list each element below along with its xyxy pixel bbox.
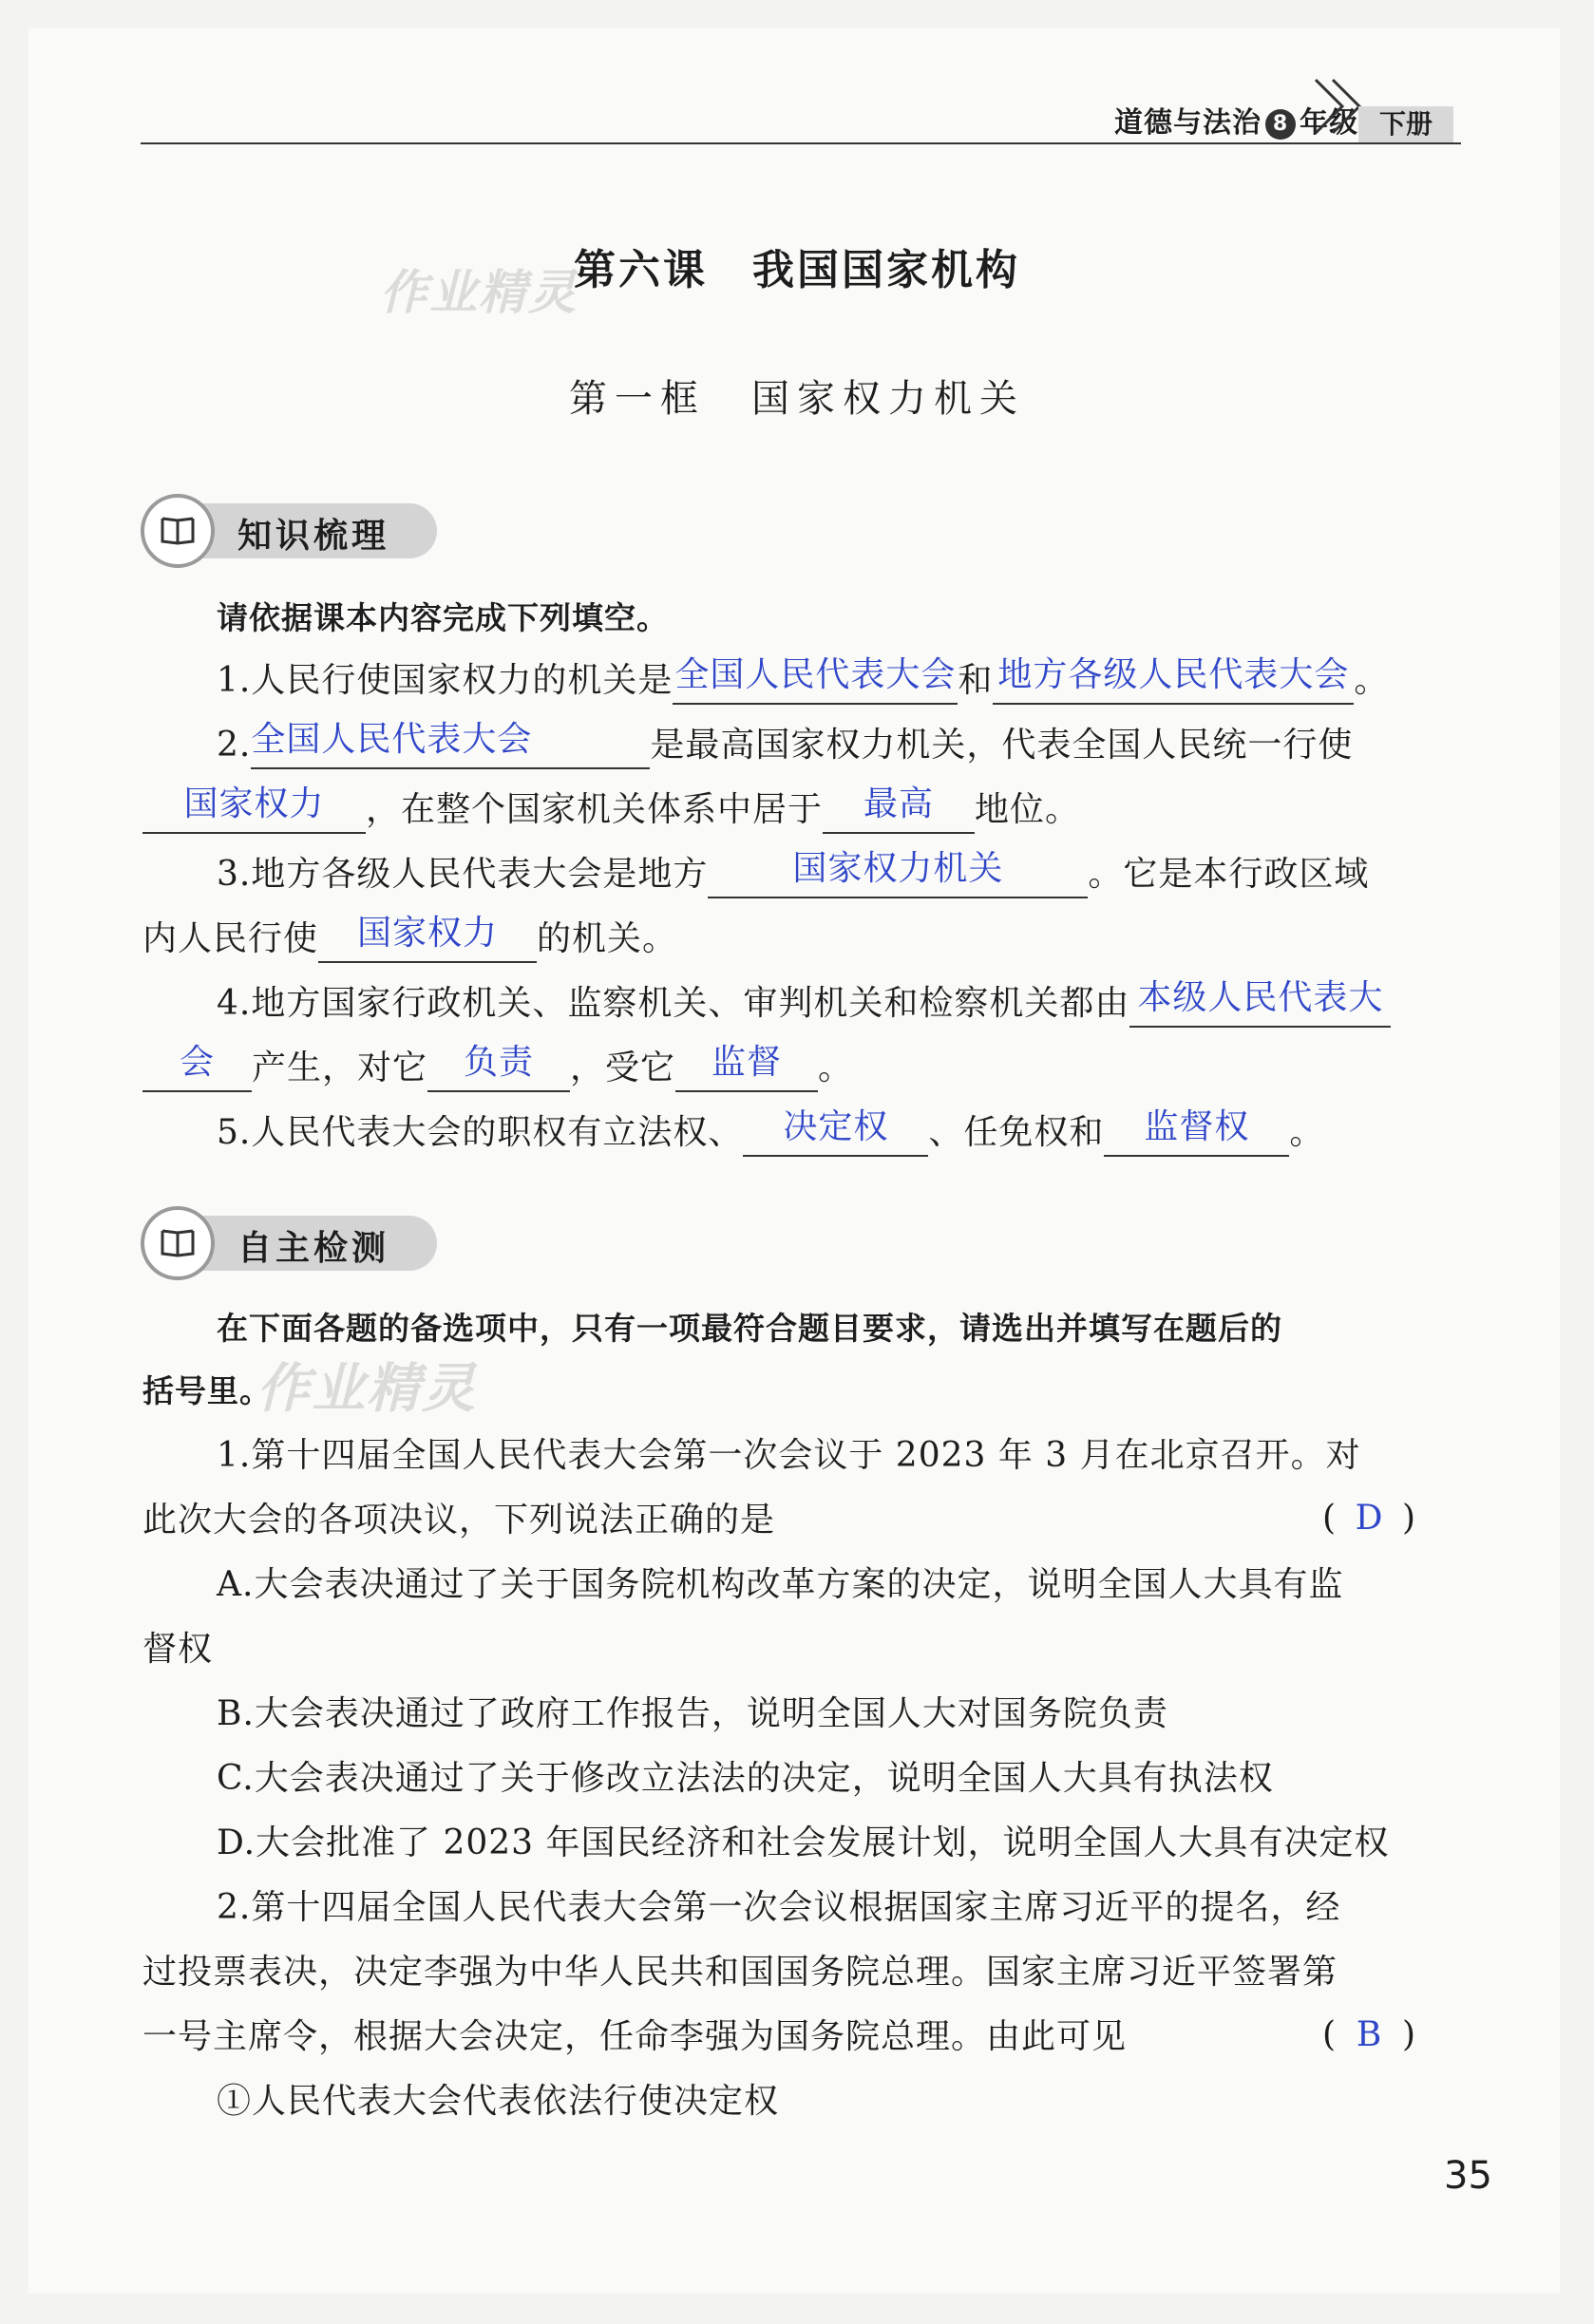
answer-blank[interactable] [251, 720, 650, 769]
fill-question-3-cont [142, 916, 677, 963]
fill-question-2 [217, 722, 1353, 769]
question-text: 产生，对它 [252, 1049, 428, 1087]
question-text: 5.人民代表大会的职权有立法权、 [217, 1113, 744, 1152]
answer-blank[interactable] [318, 914, 537, 963]
frame-title: 第一框 国家权力机关 [569, 377, 1025, 421]
section-instructions-cont: 括号里。 [142, 1372, 272, 1409]
header-rule [141, 142, 1461, 144]
mc-question-2-cont: 过投票表决，决定李强为中华人民共和国国务院总理。国家主席习近平签署第 [142, 1953, 1338, 1992]
question-text: 地位。 [975, 790, 1081, 829]
answer-text: 会 [179, 1043, 215, 1082]
answer-text: 最高 [863, 784, 935, 823]
section-badge-knowledge [141, 494, 445, 568]
question-text: 。它是本行政区域 [1088, 855, 1370, 894]
answer-text: 本级人民代表大 [1137, 978, 1384, 1017]
answer-blank[interactable] [673, 655, 958, 705]
grade-suffix: 年级 [1300, 106, 1358, 140]
selected-answer: B [1356, 2015, 1382, 2054]
option-c: C.大会表决通过了关于修改立法法的决定，说明全国人大具有执法权 [217, 1759, 1274, 1798]
question-text: ，受它 [570, 1049, 676, 1087]
fill-question-5 [217, 1109, 1324, 1157]
fill-question-2-cont [142, 786, 1080, 834]
option-a-cont: 督权 [142, 1630, 214, 1669]
answer-blank[interactable] [823, 784, 975, 834]
answer-blank[interactable] [675, 1043, 818, 1092]
question-text: 3.地方各级人民代表大会是地方 [217, 855, 709, 894]
answer-blank[interactable] [142, 784, 366, 834]
question-number: 2. [217, 726, 252, 765]
answer-parentheses[interactable]: ( B ) [1322, 2015, 1416, 2054]
fill-question-3 [217, 851, 1369, 898]
answer-blank[interactable] [1104, 1107, 1289, 1157]
question-text: 和 [958, 661, 994, 700]
answer-text: 国家权力 [183, 784, 325, 823]
answer-text: 负责 [464, 1043, 535, 1082]
mc-question-1-cont: 此次大会的各项决议，下列说法正确的是 [142, 1501, 776, 1540]
question-text: 。 [1354, 661, 1390, 700]
option-d: D.大会批准了 2023 年国民经济和社会发展计划，说明全国人大具有决定权 [217, 1823, 1390, 1862]
section-instructions: 请依据课本内容完成下列填空。 [217, 599, 669, 636]
question-text: 是最高国家权力机关，代表全国人民统一行使 [650, 726, 1354, 765]
question-text: 内人民行使 [142, 919, 319, 958]
statement-1: ①人民代表大会代表依法行使决定权 [217, 2082, 780, 2121]
answer-text: 监督 [712, 1043, 783, 1082]
volume-tab: 下册 [1358, 106, 1453, 142]
answer-text: 全国人民代表大会 [251, 720, 533, 759]
answer-text: 监督权 [1144, 1107, 1250, 1146]
selected-answer: D [1355, 1499, 1383, 1538]
answer-text: 全国人民代表大会 [674, 655, 957, 694]
question-text: 。 [1289, 1113, 1325, 1152]
answer-text: 国家权力机关 [792, 849, 1004, 888]
lesson-title: 第六课 我国国家机构 [574, 246, 1020, 294]
mc-question-2: 2.第十四届全国人民代表大会第一次会议根据国家主席习近平的提名，经 [217, 1888, 1341, 1927]
fill-question-4-cont [142, 1045, 853, 1092]
section-badge-self-test [141, 1206, 445, 1280]
answer-text: 决定权 [783, 1107, 889, 1146]
question-text: 1.人民行使国家权力的机关是 [217, 661, 674, 700]
section-title: 知识梳理 [237, 516, 390, 556]
answer-blank[interactable] [993, 655, 1354, 705]
grade-number: 8 [1265, 109, 1296, 140]
question-text: ，在整个国家机关体系中居于 [366, 790, 824, 829]
mc-question-1: 1.第十四届全国人民代表大会第一次会议于 2023 年 3 月在北京召开。对 [217, 1436, 1361, 1475]
fill-question-1 [217, 657, 1389, 705]
section-instructions: 在下面各题的备选项中，只有一项最符合题目要求，请选出并填写在题后的 [217, 1310, 1282, 1347]
option-a: A.大会表决通过了关于国务院机构改革方案的决定，说明全国人大具有监 [217, 1565, 1344, 1604]
watermark: 作业精灵 [256, 1358, 477, 1420]
question-text: 的机关。 [537, 919, 678, 958]
answer-blank[interactable] [743, 1107, 928, 1157]
question-text: 。 [818, 1049, 854, 1087]
book-icon [141, 494, 215, 568]
question-text: 、任免权和 [928, 1113, 1105, 1152]
option-b: B.大会表决通过了政府工作报告，说明全国人大对国务院负责 [217, 1694, 1168, 1733]
fill-question-4 [217, 980, 1391, 1028]
section-title: 自主检测 [237, 1228, 390, 1268]
answer-blank[interactable] [427, 1043, 570, 1092]
mc-question-2-cont: 一号主席令，根据大会决定，任命李强为国务院总理。由此可见 [142, 2017, 1128, 2056]
answer-text: 国家权力 [357, 914, 499, 953]
subject-name: 道德与法治 [1114, 106, 1262, 140]
answer-text: 地方各级人民代表大会 [997, 655, 1350, 694]
book-icon [141, 1206, 215, 1280]
page-number: 35 [1444, 2154, 1492, 2198]
answer-blank[interactable] [142, 1043, 252, 1092]
answer-parentheses[interactable]: ( D ) [1322, 1499, 1416, 1538]
answer-blank[interactable] [1129, 978, 1391, 1028]
watermark: 作业精灵 [380, 265, 578, 320]
answer-blank[interactable] [708, 849, 1088, 898]
question-text: 4.地方国家行政机关、监察机关、审判机关和检察机关都由 [217, 984, 1130, 1023]
